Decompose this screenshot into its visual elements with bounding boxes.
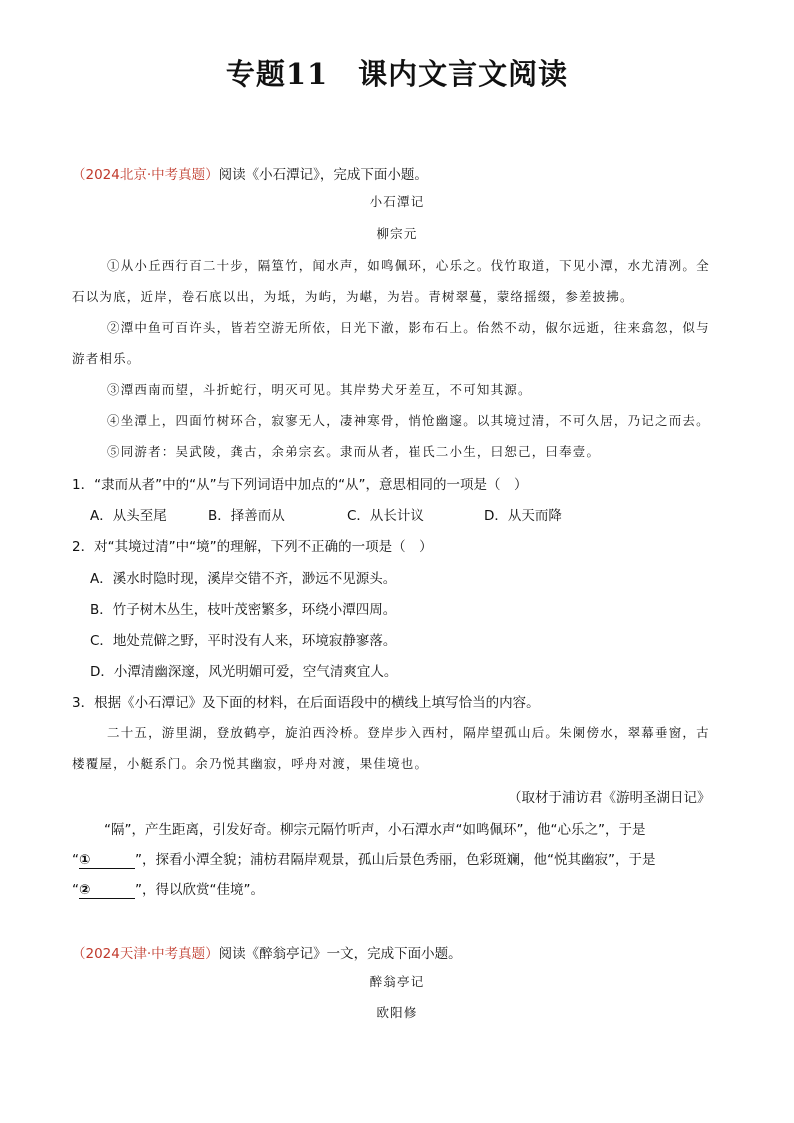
fill-paragraph: “② ”，得以欣赏“佳境”。 (72, 882, 264, 898)
option-b: B．择善而从 (208, 508, 285, 524)
option-c: C．从长计议 (347, 508, 424, 524)
passage-paragraph: 游者相乐。 (72, 351, 141, 366)
passage-title: 醉翁亭记 (369, 974, 425, 989)
passage-paragraph: ①从小丘西行百二十步，隔篁竹，闻水声，如鸣佩环，心乐之。伐竹取道，下见小潭，水尤清冽。全 (107, 258, 710, 273)
source-open: （ (72, 946, 86, 962)
material-text: 楼覆屋，小艇系门。余乃悦其幽寂，呼舟对渡，果佳境也。 (72, 756, 429, 771)
exam-source-label: 2024北京·中考真题 (85, 167, 206, 183)
option-b: B．竹子树木丛生，枝叶茂密繁多，环绕小潭四周。 (90, 602, 397, 618)
fill-paragraph: “隔”，产生距离，引发好奇。柳宗元隔竹听声，小石潭水声“如鸣佩环”，他“心乐之”，于是 (104, 822, 646, 838)
topic-name: 课内文言文阅读 (358, 57, 569, 91)
section-instruction: 阅读《醉翁亭记》一文，完成下面小题。 (218, 946, 462, 962)
passage-paragraph: 石以为底，近岸，卷石底以出，为坻，为屿，为嵁，为岩。青树翠蔓，蒙络摇缀，参差披拂。 (72, 289, 634, 304)
answer-blank-1[interactable] (79, 852, 135, 869)
section2-heading (72, 942, 462, 962)
passage-author: 欧阳修 (376, 1005, 418, 1020)
option-d: D．从天而降 (484, 508, 562, 524)
topic-number: 专题11 (225, 57, 329, 91)
answer-blank-2[interactable] (79, 882, 135, 899)
option-c: C．地处荒僻之野，平时没有人来，环境寂静寥落。 (90, 633, 397, 649)
passage-title: 小石潭记 (369, 194, 425, 209)
passage-paragraph: ③潭西南而望，斗折蛇行，明灭可见。其岸势犬牙差互，不可知其源。 (107, 382, 532, 397)
exam-source-label: 2024天津·中考真题 (85, 946, 206, 962)
material-text: 二十五，游里湖，登放鹤亭，旋泊西泠桥。登岸步入西村，隔岸望孤山后。朱阑傍水，翠幕垂窗，古 (107, 725, 710, 740)
section1-heading (72, 163, 428, 183)
question-1-options (90, 504, 562, 524)
passage-paragraph: ④坐潭上，四面竹树环合，寂寥无人，凄神寒骨，悄怆幽邃。以其境过清，不可久居，乃记之而去。 (107, 413, 710, 428)
passage-author: 柳宗元 (376, 226, 418, 241)
fill-paragraph: “① ”，探看小潭全貌；浦枋君隔岸观景，孤山后景色秀丽，色彩斑斓，他“悦其幽寂”，于是 (72, 852, 656, 868)
passage-paragraph: ⑤同游者：吴武陵，龚古，余弟宗玄。隶而从者，崔氏二小生，曰恕己，曰奉壹。 (107, 444, 601, 459)
question-2-stem: 2．对“其境过清”中“境”的理解，下列不正确的一项是（ ） (72, 539, 433, 555)
passage-paragraph: ②潭中鱼可百许头，皆若空游无所依，日光下澈，影布石上。佁然不动，俶尔远逝，往来翕忽，似与 (107, 320, 710, 335)
blank-number: ② (79, 882, 91, 898)
source-close: ） (205, 946, 219, 962)
blank-number: ① (79, 852, 91, 868)
question-1-stem: 1．“隶而从者”中的“从”与下列词语中加点的“从”，意思相同的一项是（ ） (72, 477, 528, 493)
source-open: （ (72, 167, 86, 183)
option-a: A．溪水时隐时现，溪岸交错不齐，渺远不见源头。 (90, 571, 397, 587)
option-d: D．小潭清幽深邃，风光明媚可爱，空气清爽宜人。 (90, 664, 398, 680)
section-instruction: 阅读《小石潭记》，完成下面小题。 (218, 167, 428, 183)
source-close: ） (205, 167, 219, 183)
option-a: A．从头至尾 (90, 508, 167, 524)
question-3-stem: 3．根据《小石潭记》及下面的材料，在后面语段中的横线上填写恰当的内容。 (72, 695, 540, 711)
page-title (0, 52, 794, 93)
material-source: （取材于浦访君《游明圣湖日记》 (508, 790, 711, 806)
